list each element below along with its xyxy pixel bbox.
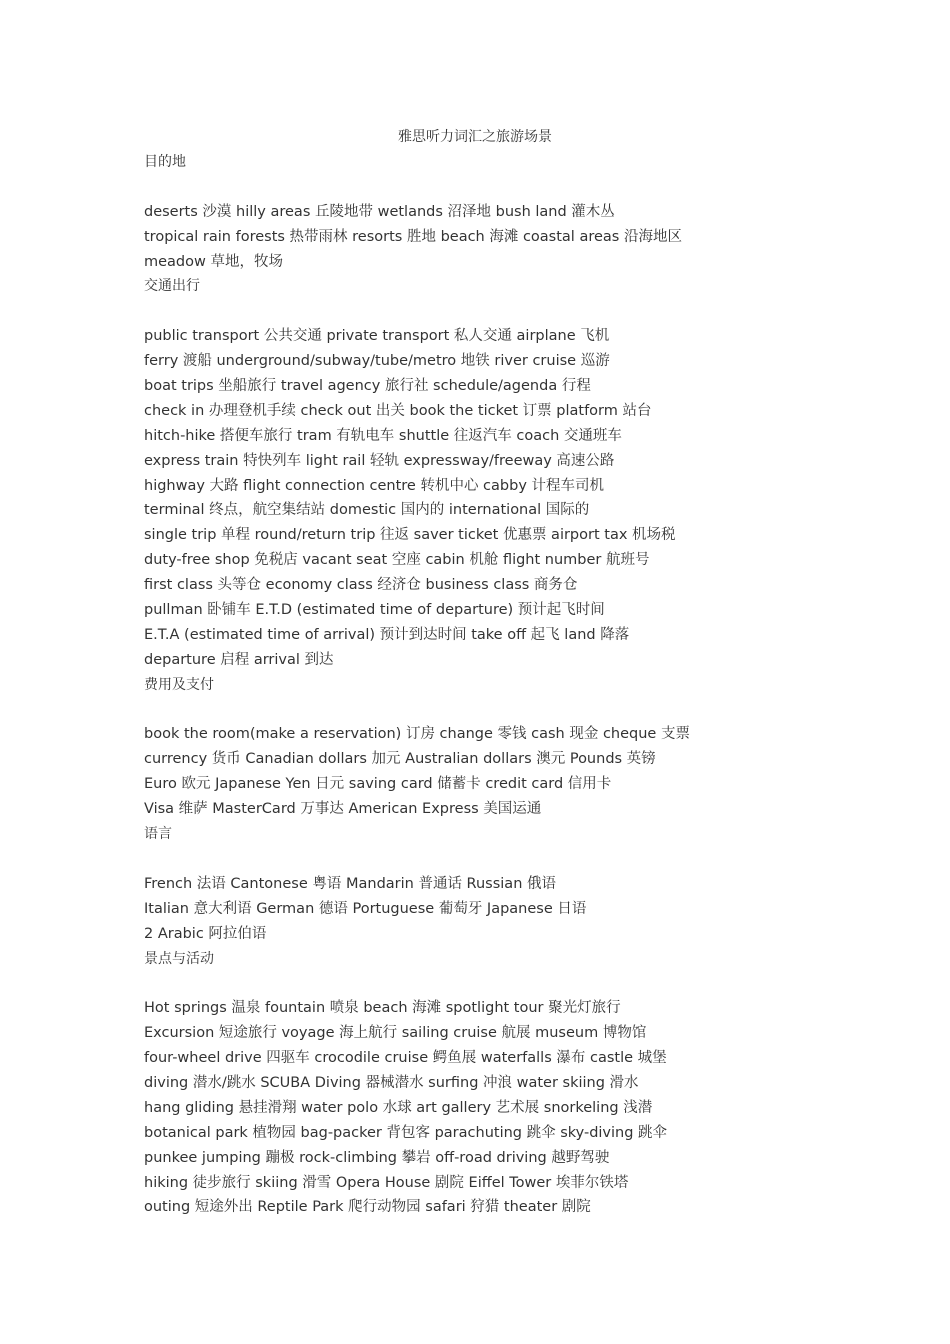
section-heading-languages: 语言 [144,826,172,843]
vocab-line: express train 特快列车 light rail 轻轨 expressway/freeway 高速公路 [144,452,615,469]
blank-line [144,175,844,200]
vocab-line: duty-free shop 免税店 vacant seat 空座 cabin 机舱 flight number 航班号 [144,552,650,569]
vocab-line: meadow 草地，牧场 [144,253,283,270]
vocab-line: hang gliding 悬挂滑翔 water polo 水球 art gallery 艺术展 snorkeling 浅潜 [144,1099,653,1116]
vocab-line: currency 货币 Canadian dollars 加元 Australian dollars 澳元 Pounds 英镑 [144,751,656,768]
blank-line [144,299,844,324]
vocab-line: outing 短途外出 Reptile Park 爬行动物园 safari 狩猎 theater 剧院 [144,1199,591,1216]
vocab-line: Hot springs 温泉 fountain 喷泉 beach 海滩 spotlight tour 聚光灯旅行 [144,1000,621,1017]
vocab-line: Italian 意大利语 German 德语 Portuguese 葡萄牙 Japanese 日语 [144,900,587,917]
document-body [144,150,844,1220]
vocab-line: diving 潜水/跳水 SCUBA Diving 器械潜水 surfing 冲浪 water skiing 滑水 [144,1074,639,1091]
vocab-line: French 法语 Cantonese 粤语 Mandarin 普通话 Russian 俄语 [144,875,556,892]
vocab-line: boat trips 坐船旅行 travel agency 旅行社 schedule/agenda 行程 [144,378,591,395]
vocab-line: Visa 维萨 MasterCard 万事达 American Express 美国运通 [144,801,542,818]
vocab-line: 2 Arabic 阿拉伯语 [144,925,267,942]
vocab-line: check in 办理登机手续 check out 出关 book the ticket 订票 platform 站台 [144,402,652,419]
vocab-line: single trip 单程 round/return trip 往返 saver ticket 优惠票 airport tax 机场税 [144,527,676,544]
blank-line [144,698,844,723]
section-heading-transport: 交通出行 [144,278,200,295]
vocab-line: highway 大路 flight connection centre 转机中心 cabby 计程车司机 [144,477,605,494]
vocab-line: Excursion 短途旅行 voyage 海上航行 sailing cruise 航展 museum 博物馆 [144,1025,647,1042]
section-heading-payment: 费用及支付 [144,676,214,693]
vocab-line: first class 头等仓 economy class 经济仓 business class 商务仓 [144,577,578,594]
vocab-line: Euro 欧元 Japanese Yen 日元 saving card 储蓄卡 credit card 信用卡 [144,776,612,793]
blank-line [144,847,844,872]
vocab-line: terminal 终点，航空集结站 domestic 国内的 international 国际的 [144,502,590,519]
vocab-line: pullman 卧铺车 E.T.D (estimated time of departure) 预计起飞时间 [144,602,605,619]
vocab-line: botanical park 植物园 bag-packer 背包客 parachuting 跳伞 sky-diving 跳伞 [144,1124,668,1141]
vocab-line: four-wheel drive 四驱车 crocodile cruise 鳄鱼展 waterfalls 瀑布 castle 城堡 [144,1050,667,1067]
vocab-line: ferry 渡船 underground/subway/tube/metro 地铁 river cruise 巡游 [144,353,610,370]
blank-line [144,971,844,996]
vocab-line: hitch-hike 搭便车旅行 tram 有轨电车 shuttle 往返汽车 coach 交通班车 [144,427,622,444]
vocab-line: public transport 公共交通 private transport 私人交通 airplane 飞机 [144,328,610,345]
section-heading-attractions: 景点与活动 [144,950,214,967]
vocab-line: punkee jumping 蹦极 rock-climbing 攀岩 off-road driving 越野驾驶 [144,1149,610,1166]
vocab-line: departure 启程 arrival 到达 [144,651,334,668]
vocab-line: book the room(make a reservation) 订房 change 零钱 cash 现金 cheque 支票 [144,726,690,743]
vocab-line: tropical rain forests 热带雨林 resorts 胜地 beach 海滩 coastal areas 沿海地区 [144,228,682,245]
vocab-line: deserts 沙漠 hilly areas 丘陵地带 wetlands 沼泽地 bush land 灌木丛 [144,203,615,220]
vocab-line: hiking 徒步旅行 skiing 滑雪 Opera House 剧院 Eiffel Tower 埃菲尔铁塔 [144,1174,629,1191]
section-heading-destinations: 目的地 [144,154,186,170]
document-title: 雅思听力词汇之旅游场景 [398,129,552,145]
vocab-line: E.T.A (estimated time of arrival) 预计到达时间 take off 起飞 land 降落 [144,626,630,643]
